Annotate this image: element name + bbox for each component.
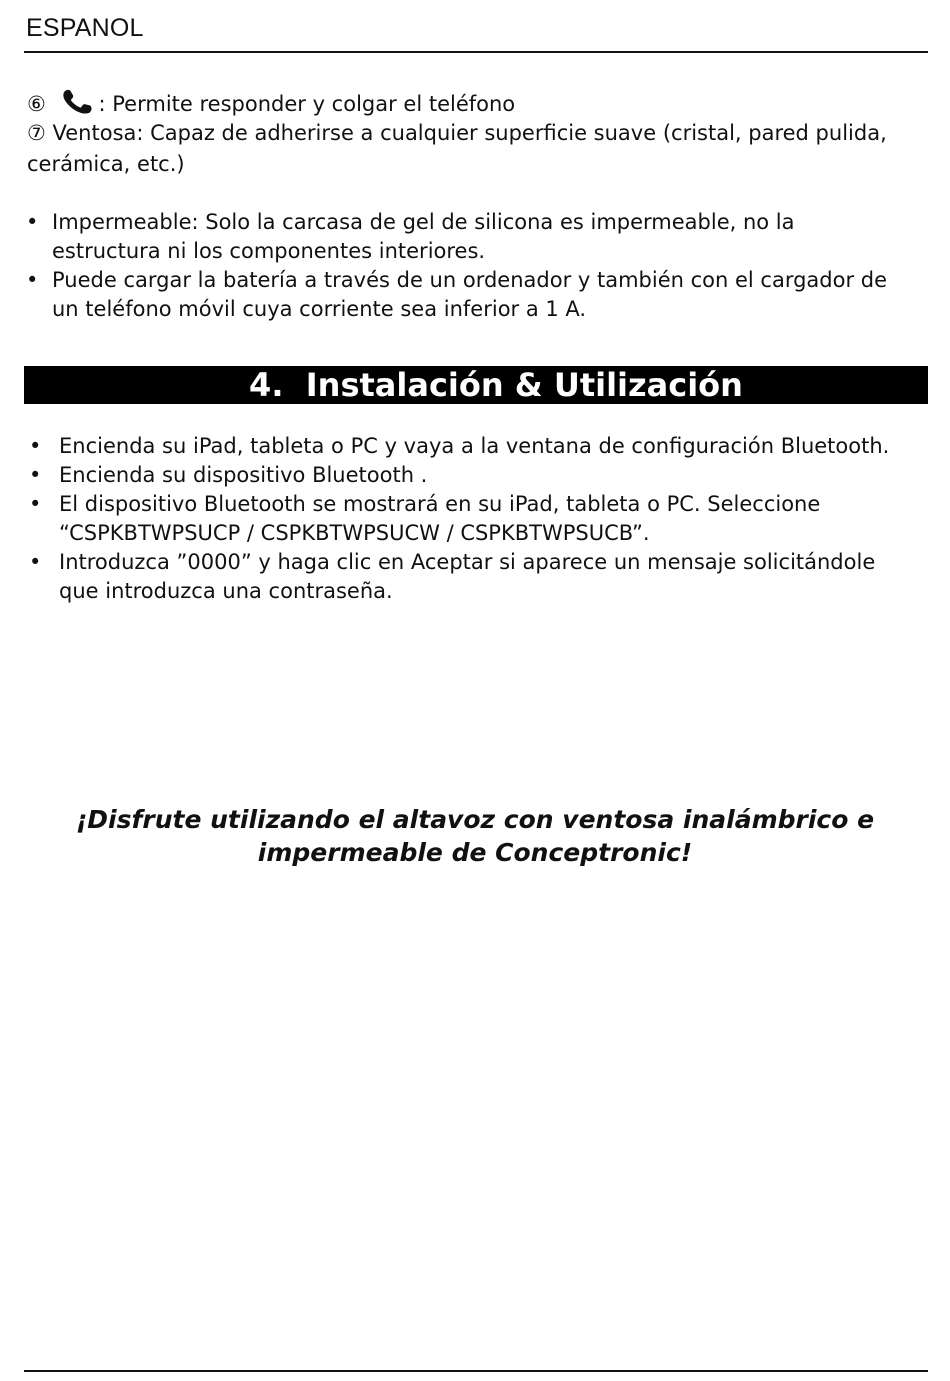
note-line: Impermeable: Solo la carcasa de gel de silicona es impermeable, no la: [52, 210, 795, 234]
bullet-icon: •: [29, 434, 42, 458]
step-line: Encienda su dispositivo Bluetooth .: [59, 463, 428, 487]
closing-line: ¡Disfrute utilizando el altavoz con ventosa inalámbrico e: [75, 805, 875, 834]
step-line: Encienda su iPad, tableta o PC y vaya a la ventana de configuración Bluetooth.: [59, 434, 890, 458]
steps-list: [29, 432, 890, 606]
note-line: un teléfono móvil cuya corriente sea inferior a 1 A.: [52, 297, 587, 321]
notes-list: [26, 208, 888, 324]
step-line: El dispositivo Bluetooth se mostrará en su iPad, tableta o PC. Seleccione: [59, 492, 821, 516]
bullet-icon: •: [26, 210, 39, 234]
step-line: “CSPKBTWPSUCP / CSPKBTWPSUCW / CSPKBTWPSUCB”.: [59, 521, 650, 545]
step-item: [29, 432, 890, 461]
note-item: [26, 208, 887, 266]
item-7: [27, 118, 887, 149]
note-line: Puede cargar la batería a través de un ordenador y también con el cargador de: [52, 268, 888, 292]
section-title: 4. Instalación & Utilización: [249, 366, 743, 404]
footer-rule: [24, 1370, 928, 1372]
step-item: [29, 548, 889, 606]
item-6-text: : Permite responder y colgar el teléfono: [98, 92, 516, 116]
closing-line: impermeable de Conceptronic!: [257, 838, 693, 867]
bullet-icon: •: [26, 268, 39, 292]
step-line: que introduzca una contraseña.: [59, 579, 393, 603]
item-7-text: Ventosa: Capaz de adherirse a cualquier superficie suave (cristal, pared pulida,: [52, 121, 887, 145]
bullet-icon: •: [29, 492, 42, 516]
item-7-continuation: cerámica, etc.): [27, 152, 185, 176]
item-7-number: ⑦: [27, 121, 46, 145]
step-item: [29, 461, 889, 490]
item-6-number: ⑥: [27, 92, 46, 116]
note-item: [26, 266, 888, 324]
closing-message: [60, 803, 890, 869]
bullet-icon: •: [29, 550, 42, 574]
step-line: Introduzca ”0000” y haga clic en Aceptar si aparece un mensaje solicitándole: [59, 550, 876, 574]
note-line: estructura ni los componentes interiores.: [52, 239, 486, 263]
page-header: ESPANOL: [26, 14, 144, 42]
section-banner: [24, 366, 928, 404]
step-item: [29, 490, 889, 548]
header-rule: [24, 51, 928, 53]
bullet-icon: •: [29, 463, 42, 487]
